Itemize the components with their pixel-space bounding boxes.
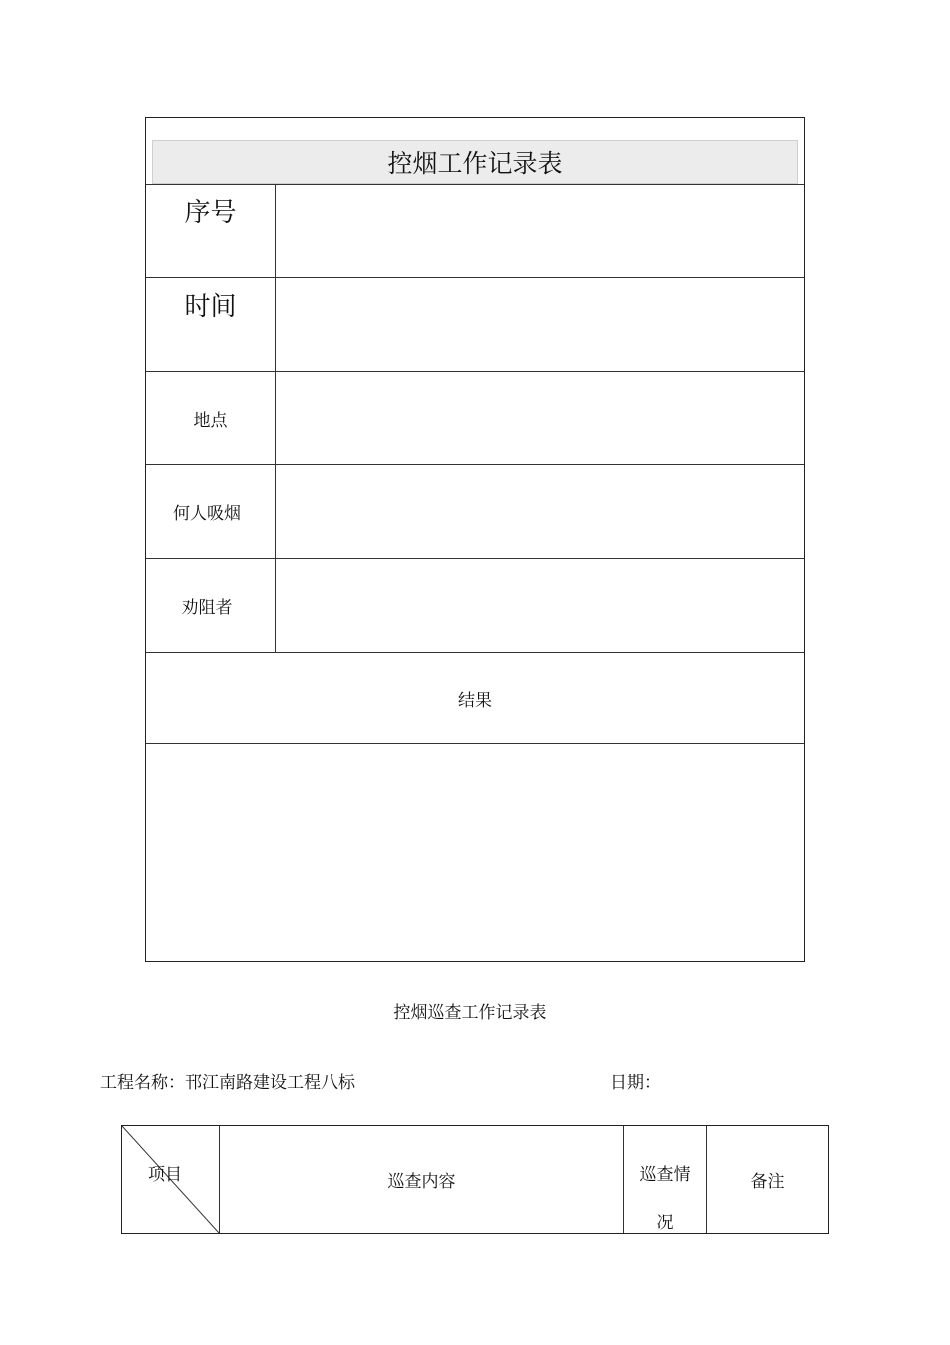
status-header-line1: 巡查情: [639, 1165, 691, 1185]
result-label: 结果: [458, 690, 492, 711]
project-name-label: 工程名称：邗江南路建设工程八标: [100, 1073, 355, 1093]
result-field[interactable]: [146, 744, 804, 961]
time-label: 时间: [184, 292, 237, 322]
item-header: 项目: [148, 1165, 182, 1185]
content-header: 巡查内容: [387, 1172, 456, 1192]
smoker-field[interactable]: [276, 465, 804, 558]
location-label: 地点: [193, 410, 228, 431]
status-header-line2: 况: [656, 1213, 674, 1233]
dissuader-field[interactable]: [276, 559, 804, 652]
form-title: 控烟工作记录表: [152, 140, 798, 184]
smoker-label: 何人吸烟: [173, 504, 241, 524]
date-label: 日期：: [610, 1073, 661, 1093]
dissuader-label: 劝阻者: [181, 598, 233, 618]
serial-number-label: 序号: [184, 198, 237, 228]
patrol-form-title: 控烟巡查工作记录表: [393, 1003, 547, 1023]
location-field[interactable]: [276, 372, 804, 464]
time-field[interactable]: [276, 278, 804, 371]
remarks-header: 备注: [750, 1172, 785, 1192]
serial-number-field[interactable]: [276, 185, 804, 277]
